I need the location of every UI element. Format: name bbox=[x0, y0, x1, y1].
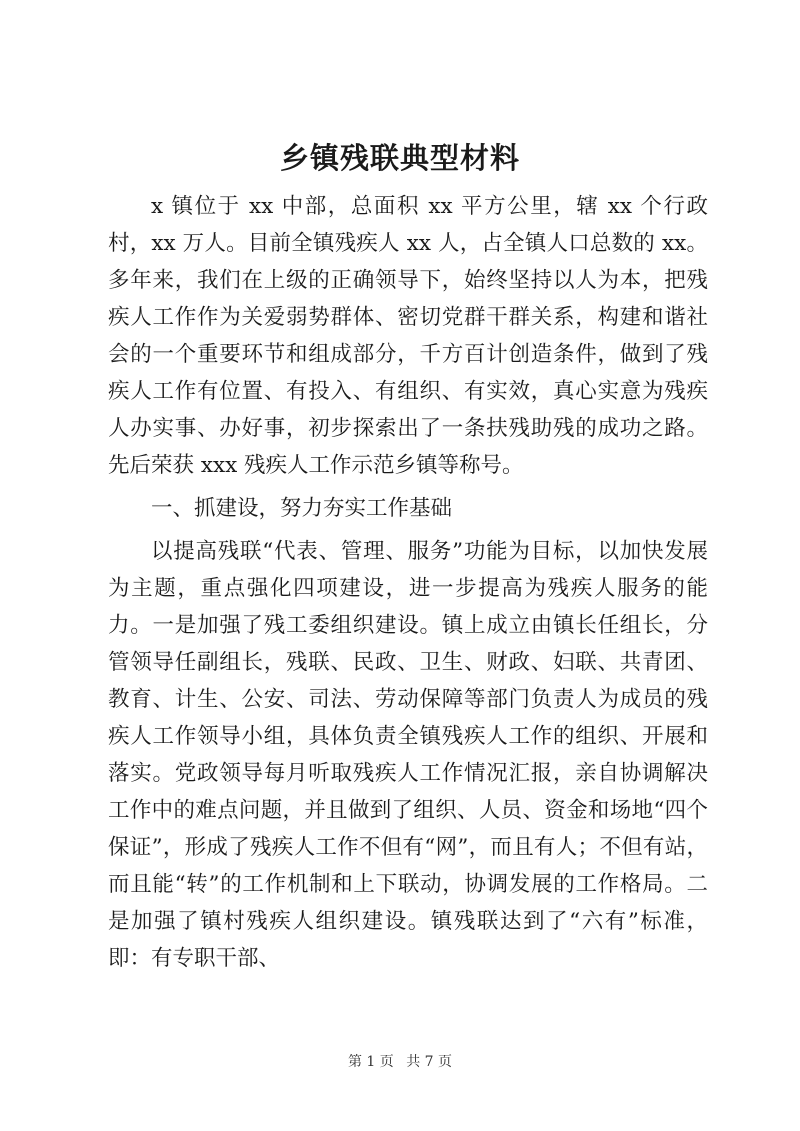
page-total: 共 7 页 bbox=[406, 1054, 453, 1070]
page-footer bbox=[0, 1051, 800, 1071]
page-number: 第 1 页 bbox=[347, 1054, 394, 1070]
document-title: 乡镇残联典型材料 bbox=[279, 141, 520, 175]
section-paragraph: 以提高残联“代表、管理、服务”功能为目标，以加快发展为主题，重点强化四项建设，进一步提高为残疾人服务的能力。一是加强了残工委组织建设。镇上成立由镇长任组长，分管领导任副组长，残联、民政、卫生、财政、妇联、共青团、教育、计生、公安、司法、劳动保障等部门负责人为成员的残疾人工作领导小组，具体负责全镇残疾人工作的组织、开展和落实。党政领导每月听取残疾人工作情况汇报，亲自协调解决工作中的难点问题，并且做到了组织、人员、资金和场地“四个保证”，形成了残疾人工作不但有“网”，而且有人；不但有站，而且能“转”的工作机制和上下联动，协调发展的工作格局。二是加强了镇村残疾人组织建设。镇残联达到了“六有”标准，即：有专职干部、 bbox=[108, 539, 708, 971]
section-heading: 一、抓建设，努力夯实工作基础 bbox=[151, 496, 453, 521]
document-body bbox=[108, 188, 708, 982]
intro-paragraph: x 镇位于 xx 中部，总面积 xx 平方公里，辖 xx 个行政村，xx 万人。目前全镇残疾人 xx 人，占全镇人口总数的 xx。多年来，我们在上级的正确领导下，始终坚持以人为本，把残疾人工作作为关爱弱势群体、密切党群干群关系，构建和谐社会的一个重要环节和组成部分，千方百计创造条件，做到了残疾人工作有位置、有投入、有组织、有实效，真心实意为残疾人办实事、办好事，初步探索出了一条扶残助残的成功之路。先后荣获 xxx 残疾人工作示范乡镇等称号。 bbox=[108, 194, 708, 478]
